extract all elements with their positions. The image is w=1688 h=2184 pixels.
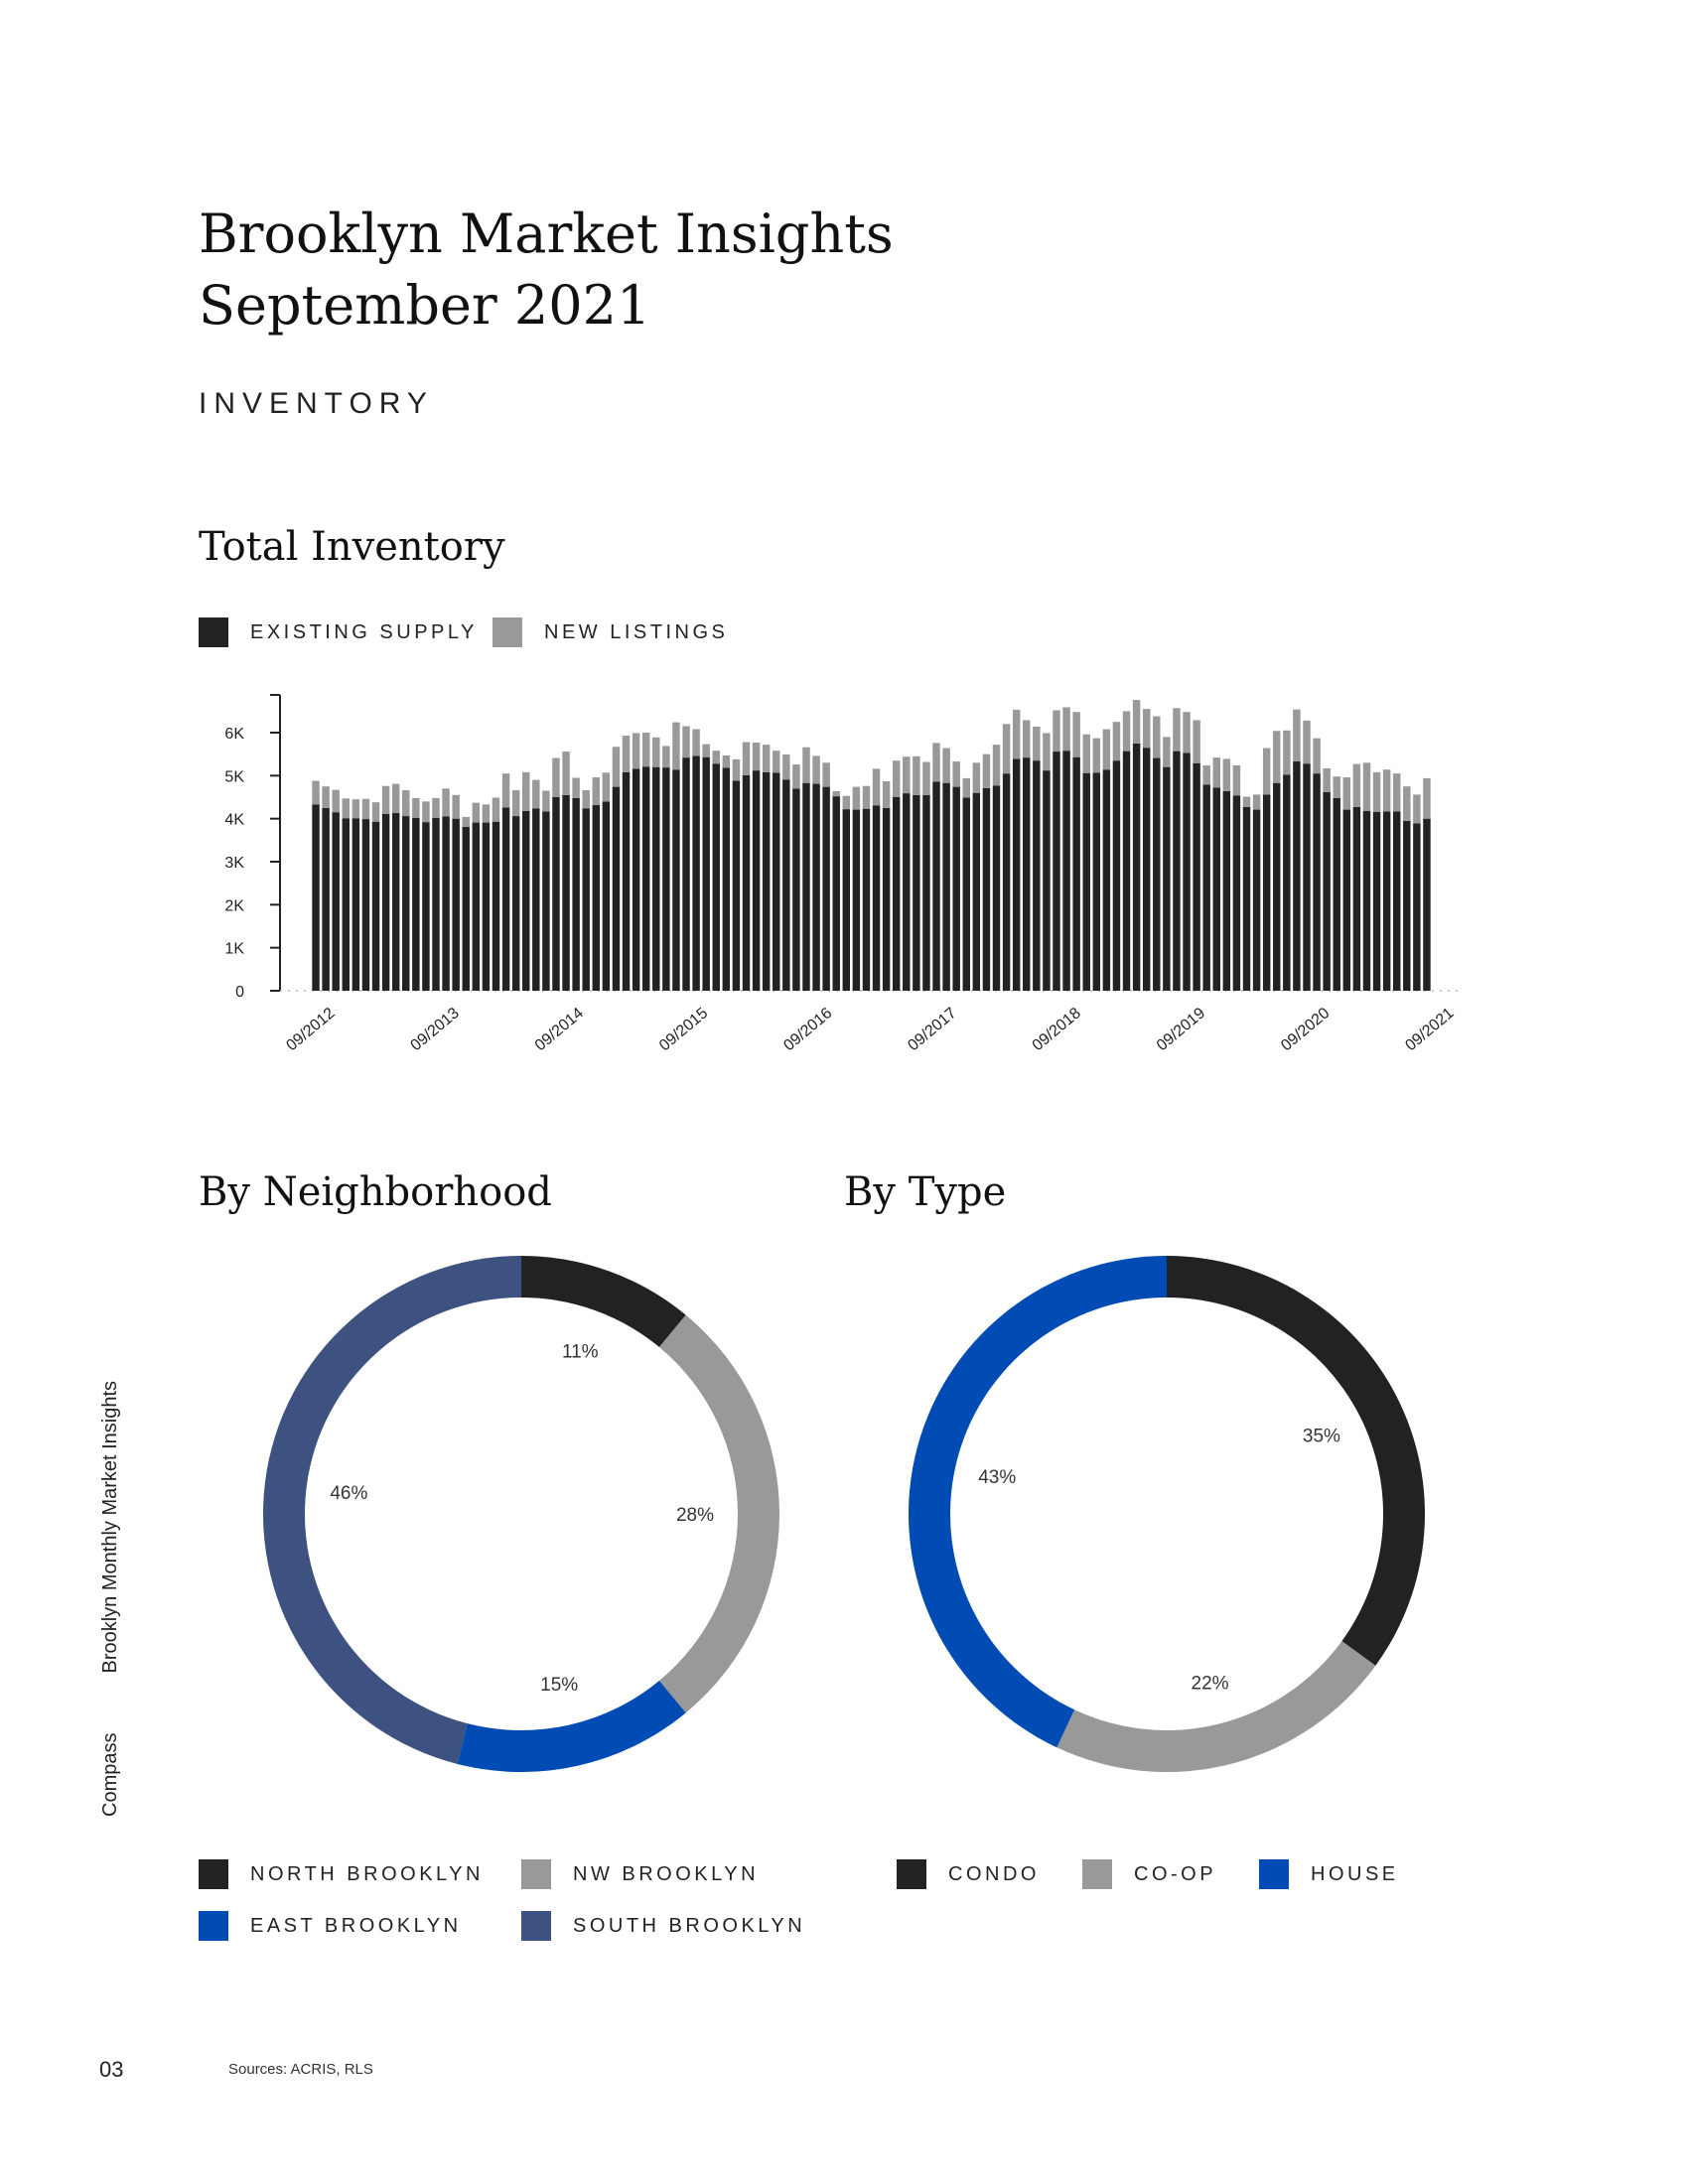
bar-new-listings <box>913 756 919 795</box>
bar-new-listings <box>1023 720 1030 757</box>
bar-new-listings <box>763 745 770 772</box>
bar-existing-supply <box>1403 821 1410 991</box>
x-tick-label: 09/2020 <box>1278 1005 1334 1055</box>
y-tick-label: 6K <box>224 726 244 743</box>
bar-new-listings <box>993 745 1000 785</box>
bar-new-listings <box>1393 773 1400 811</box>
bar-existing-supply <box>853 810 860 991</box>
side-caption <box>99 1380 122 1817</box>
bar-existing-supply <box>422 822 429 991</box>
x-tick-label: 09/2013 <box>407 1005 463 1055</box>
bar-existing-supply <box>1113 760 1120 991</box>
bar-existing-supply <box>932 781 939 991</box>
y-tick-label: 0 <box>235 984 244 1001</box>
bar-existing-supply <box>662 767 669 991</box>
bar-new-listings <box>442 788 449 816</box>
bar-new-listings <box>483 804 490 822</box>
bar-existing-supply <box>1033 760 1040 991</box>
bar-existing-supply <box>743 775 750 991</box>
bar-new-listings <box>1223 758 1230 791</box>
bar-existing-supply <box>1003 773 1010 991</box>
bar-new-listings <box>843 796 850 809</box>
bar-new-listings <box>702 745 709 757</box>
bar-new-listings <box>1233 765 1240 795</box>
bar-new-listings <box>332 790 339 813</box>
bar-new-listings <box>1303 721 1310 763</box>
bar-existing-supply <box>1303 763 1310 991</box>
bar-new-listings <box>1334 776 1340 798</box>
bar-new-listings <box>883 781 890 808</box>
by-type-title: By Type <box>844 1169 1007 1215</box>
bar-existing-supply <box>883 808 890 991</box>
bar-existing-supply <box>1143 748 1150 991</box>
total-inventory-title: Total Inventory <box>199 524 505 570</box>
bar-existing-supply <box>1313 773 1320 991</box>
bar-new-listings <box>1183 712 1190 752</box>
legend-label-house: HOUSE <box>1311 1862 1399 1885</box>
legend-coop <box>1082 1859 1216 1889</box>
bar-new-listings <box>1293 710 1300 761</box>
bar-new-listings <box>593 777 600 805</box>
bar-new-listings <box>652 738 659 767</box>
bar-existing-supply <box>432 818 439 991</box>
legend-label-nw: NW BROOKLYN <box>573 1862 760 1885</box>
bar-new-listings <box>1053 710 1059 751</box>
bar-existing-supply <box>903 793 910 991</box>
bar-new-listings <box>1202 765 1209 785</box>
title-line-1: Brooklyn Market Insights <box>199 203 894 265</box>
legend-swatch-coop <box>1082 1859 1112 1889</box>
bar-existing-supply <box>952 787 959 991</box>
y-tick-label: 5K <box>224 768 244 786</box>
donut-slice-label: 22% <box>1191 1673 1229 1695</box>
bar-existing-supply <box>973 793 980 991</box>
bar-new-listings <box>753 743 760 770</box>
bar-new-listings <box>1082 735 1089 773</box>
bar-existing-supply <box>1173 751 1180 991</box>
bar-existing-supply <box>1043 770 1050 991</box>
bar-new-listings <box>1283 731 1290 775</box>
bar-new-listings <box>432 798 439 818</box>
bar-existing-supply <box>473 823 480 991</box>
donut-slice <box>909 1256 1167 1747</box>
title-line-2: September 2021 <box>199 274 651 337</box>
bar-new-listings <box>792 764 799 788</box>
bar-new-listings <box>983 754 990 788</box>
bar-new-listings <box>362 799 369 819</box>
bar-existing-supply <box>1263 794 1270 991</box>
donut-slice <box>1056 1641 1375 1772</box>
bar-new-listings <box>352 799 359 818</box>
bar-new-listings <box>832 791 839 796</box>
legend-swatch-nw <box>521 1859 551 1889</box>
bar-existing-supply <box>343 818 350 991</box>
bar-new-listings <box>1043 733 1050 770</box>
bar-existing-supply <box>1213 787 1220 991</box>
x-tick-label: 09/2017 <box>905 1005 960 1055</box>
legend-swatch-east <box>199 1911 228 1941</box>
bar-new-listings <box>1013 710 1020 758</box>
bar-new-listings <box>552 758 559 797</box>
legend-swatch-condo <box>897 1859 926 1889</box>
bar-new-listings <box>1133 700 1140 744</box>
bar-new-listings <box>402 790 409 816</box>
bar-new-listings <box>542 791 549 812</box>
bar-new-listings <box>603 772 610 801</box>
bar-new-listings <box>713 751 720 763</box>
bar-new-listings <box>1413 794 1420 823</box>
legend-north-brooklyn <box>199 1859 484 1889</box>
donut-slice-label: 43% <box>978 1466 1017 1488</box>
bar-existing-supply <box>1082 773 1089 991</box>
bar-new-listings <box>1193 720 1199 762</box>
bar-existing-supply <box>1423 819 1430 991</box>
bar-existing-supply <box>1123 751 1130 991</box>
bar-new-listings <box>733 759 740 781</box>
bar-new-listings <box>512 790 519 816</box>
bar-existing-supply <box>802 783 809 991</box>
bar-existing-supply <box>1393 811 1400 991</box>
bar-new-listings <box>812 755 819 783</box>
bar-existing-supply <box>623 772 630 991</box>
bar-existing-supply <box>1193 763 1199 991</box>
bar-existing-supply <box>1062 751 1069 991</box>
legend-label-coop: CO-OP <box>1134 1862 1217 1885</box>
bar-existing-supply <box>672 769 679 991</box>
bar-new-listings <box>1263 749 1270 795</box>
bar-new-listings <box>1173 708 1180 751</box>
bar-new-listings <box>1163 737 1170 766</box>
bar-new-listings <box>343 798 350 818</box>
bar-new-listings <box>1033 727 1040 760</box>
bar-new-listings <box>932 743 939 781</box>
bar-new-listings <box>502 773 509 807</box>
bar-new-listings <box>1313 739 1320 774</box>
bar-new-listings <box>1093 739 1100 773</box>
bar-new-listings <box>672 723 679 770</box>
bar-new-listings <box>1113 722 1120 760</box>
bar-existing-supply <box>1072 757 1079 991</box>
side-brand: Compass <box>99 1732 121 1817</box>
bar-new-listings <box>1153 717 1160 758</box>
bar-existing-supply <box>893 797 900 991</box>
bar-new-listings <box>522 772 529 811</box>
legend-label-south: SOUTH BROOKLYN <box>573 1914 806 1937</box>
bar-existing-supply <box>713 763 720 991</box>
bar-existing-supply <box>1334 798 1340 991</box>
type-donut-chart <box>909 1256 1425 1772</box>
bar-existing-supply <box>1233 795 1240 991</box>
bar-existing-supply <box>1013 758 1020 991</box>
bar-existing-supply <box>352 818 359 991</box>
legend-label-north: NORTH BROOKLYN <box>250 1862 484 1885</box>
bar-new-listings <box>1253 794 1260 809</box>
bar-existing-supply <box>922 795 929 991</box>
bar-new-listings <box>942 749 949 783</box>
bar-new-listings <box>582 790 589 808</box>
x-tick-label: 09/2019 <box>1153 1005 1209 1055</box>
bar-existing-supply <box>652 767 659 991</box>
legend-swatch-north <box>199 1859 228 1889</box>
bar-existing-supply <box>1343 810 1350 991</box>
bar-new-listings <box>822 762 829 786</box>
bar-new-listings <box>473 803 480 823</box>
donut-slice-label: 35% <box>1302 1426 1340 1447</box>
bar-existing-supply <box>1373 812 1380 991</box>
bar-existing-supply <box>1103 769 1110 991</box>
bar-existing-supply <box>1283 774 1290 991</box>
bar-existing-supply <box>492 822 499 991</box>
bar-new-listings <box>782 754 789 779</box>
neighborhood-donut-chart <box>263 1256 779 1772</box>
bar-existing-supply <box>963 797 970 991</box>
bar-existing-supply <box>942 783 949 991</box>
bar-existing-supply <box>452 819 459 991</box>
bar-existing-supply <box>863 809 870 991</box>
bar-new-listings <box>743 743 750 775</box>
bar-existing-supply <box>552 797 559 991</box>
bar-existing-supply <box>372 822 379 991</box>
x-tick-label: 09/2012 <box>283 1005 339 1055</box>
bar-new-listings <box>1323 768 1330 792</box>
bar-existing-supply <box>1323 792 1330 991</box>
bar-new-listings <box>853 787 860 810</box>
bar-existing-supply <box>642 766 649 991</box>
bar-new-listings <box>1062 707 1069 751</box>
bar-existing-supply <box>1273 783 1280 991</box>
bar-new-listings <box>802 748 809 783</box>
bar-existing-supply <box>442 817 449 992</box>
bar-new-listings <box>572 778 579 798</box>
bar-new-listings <box>623 736 630 772</box>
donut-slice-label: 28% <box>675 1505 715 1526</box>
bar-existing-supply <box>843 809 850 991</box>
section-heading: INVENTORY <box>199 387 434 420</box>
bar-new-listings <box>903 756 910 793</box>
legend-nw-brooklyn <box>521 1859 759 1889</box>
legend-label-condo: CONDO <box>948 1862 1040 1885</box>
bar-existing-supply <box>1183 752 1190 991</box>
legend-label-new: NEW LISTINGS <box>544 620 729 643</box>
bar-new-listings <box>1403 786 1410 821</box>
bar-new-listings <box>1143 709 1150 748</box>
legend-swatch-house <box>1259 1859 1289 1889</box>
bar-new-listings <box>492 797 499 821</box>
bar-existing-supply <box>1353 807 1360 991</box>
bar-new-listings <box>463 817 470 827</box>
by-neighborhood-title: By Neighborhood <box>199 1169 552 1215</box>
donut-slice-label: 15% <box>540 1674 579 1696</box>
bar-new-listings <box>963 778 970 798</box>
bar-existing-supply <box>613 787 620 991</box>
x-tick-label: 09/2014 <box>531 1005 588 1055</box>
page-number: 03 <box>99 2057 124 2082</box>
bar-new-listings <box>1383 769 1390 811</box>
bar-existing-supply <box>1202 784 1209 991</box>
bar-existing-supply <box>1223 791 1230 991</box>
bar-existing-supply <box>1253 810 1260 991</box>
side-publication: Brooklyn Monthly Market Insights <box>99 1380 121 1674</box>
donut-slice <box>263 1256 521 1764</box>
bar-new-listings <box>1123 711 1130 751</box>
bar-existing-supply <box>1093 772 1100 991</box>
bar-existing-supply <box>542 811 549 991</box>
bar-existing-supply <box>603 801 610 991</box>
x-tick-label: 09/2016 <box>780 1005 836 1055</box>
bar-new-listings <box>382 786 389 814</box>
x-tick-label: 09/2018 <box>1029 1005 1084 1055</box>
bar-existing-supply <box>483 823 490 991</box>
legend-south-brooklyn <box>521 1911 805 1941</box>
bar-new-listings <box>662 746 669 767</box>
bar-existing-supply <box>983 788 990 991</box>
bar-new-listings <box>372 802 379 822</box>
bar-new-listings <box>562 751 569 795</box>
bar-existing-supply <box>412 818 419 991</box>
bar-new-listings <box>322 786 329 808</box>
bar-new-listings <box>682 727 689 758</box>
bar-existing-supply <box>1163 767 1170 991</box>
bar-existing-supply <box>723 768 730 991</box>
bar-existing-supply <box>572 798 579 991</box>
bar-new-listings <box>863 786 870 809</box>
bar-new-listings <box>1423 778 1430 819</box>
bar-existing-supply <box>332 812 339 991</box>
bar-new-listings <box>973 762 980 792</box>
bar-existing-supply <box>1023 757 1030 991</box>
bar-new-listings <box>1003 724 1010 773</box>
bar-existing-supply <box>1363 811 1370 991</box>
bar-new-listings <box>1353 764 1360 807</box>
bar-new-listings <box>452 795 459 819</box>
bar-existing-supply <box>1383 811 1390 991</box>
bar-existing-supply <box>562 795 569 991</box>
legend-swatch-south <box>521 1911 551 1941</box>
bar-existing-supply <box>773 772 779 991</box>
bar-existing-supply <box>392 813 399 991</box>
bar-existing-supply <box>312 804 319 991</box>
bar-existing-supply <box>1243 807 1250 991</box>
bar-existing-supply <box>633 768 639 991</box>
bar-new-listings <box>412 798 419 818</box>
bar-new-listings <box>392 784 399 813</box>
bar-existing-supply <box>873 805 880 991</box>
y-tick-label: 1K <box>224 940 244 958</box>
bar-existing-supply <box>593 805 600 991</box>
bar-existing-supply <box>463 827 470 991</box>
bar-existing-supply <box>782 779 789 991</box>
donut-slice <box>521 1256 686 1347</box>
x-tick-label: 09/2021 <box>1402 1005 1458 1055</box>
bar-existing-supply <box>753 770 760 991</box>
y-tick-label: 2K <box>224 897 244 915</box>
bar-new-listings <box>873 768 880 805</box>
bar-new-listings <box>532 780 539 809</box>
bar-existing-supply <box>913 795 919 991</box>
bar-existing-supply <box>832 796 839 991</box>
bar-existing-supply <box>322 808 329 991</box>
bar-existing-supply <box>512 816 519 991</box>
donut-slice-label: 11% <box>561 1341 599 1363</box>
donut-slice <box>1167 1256 1425 1666</box>
bar-new-listings <box>1213 757 1220 787</box>
bar-existing-supply <box>993 785 1000 991</box>
bar-existing-supply <box>812 784 819 991</box>
bar-new-listings <box>1373 772 1380 812</box>
bar-existing-supply <box>362 819 369 991</box>
bar-existing-supply <box>682 757 689 991</box>
bar-new-listings <box>1243 797 1250 807</box>
bar-new-listings <box>1363 762 1370 811</box>
bar-existing-supply <box>733 781 740 991</box>
legend-label-existing: EXISTING SUPPLY <box>250 620 478 643</box>
bar-new-listings <box>922 761 929 794</box>
bar-existing-supply <box>1053 751 1059 991</box>
bar-existing-supply <box>522 811 529 991</box>
bar-existing-supply <box>1413 823 1420 991</box>
bar-new-listings <box>1273 731 1280 782</box>
bar-new-listings <box>1343 777 1350 810</box>
bar-new-listings <box>633 733 639 768</box>
bar-new-listings <box>952 761 959 787</box>
bar-existing-supply <box>763 772 770 991</box>
x-tick-label: 09/2015 <box>655 1005 712 1055</box>
bar-existing-supply <box>822 787 829 991</box>
y-tick-label: 3K <box>224 855 244 872</box>
bar-new-listings <box>422 801 429 822</box>
bar-existing-supply <box>692 755 699 991</box>
bar-new-listings <box>723 755 730 768</box>
bar-new-listings <box>893 760 900 797</box>
bar-new-listings <box>692 730 699 756</box>
sources-note: Sources: ACRIS, RLS <box>228 2061 373 2078</box>
bar-existing-supply <box>1293 761 1300 991</box>
bar-new-listings <box>312 781 319 805</box>
bar-existing-supply <box>502 807 509 991</box>
bar-existing-supply <box>792 788 799 991</box>
bar-new-listings <box>642 733 649 766</box>
bar-existing-supply <box>402 816 409 991</box>
bar-existing-supply <box>532 808 539 991</box>
y-tick-label: 4K <box>224 811 244 829</box>
bar-new-listings <box>1072 712 1079 757</box>
bar-existing-supply <box>582 808 589 991</box>
bar-new-listings <box>773 751 779 772</box>
bar-existing-supply <box>1153 758 1160 991</box>
legend-label-east: EAST BROOKLYN <box>250 1914 462 1937</box>
bar-new-listings <box>1103 730 1110 770</box>
donut-slice-label: 46% <box>330 1483 368 1505</box>
bar-existing-supply <box>702 757 709 991</box>
legend-house <box>1259 1859 1399 1889</box>
bar-existing-supply <box>1133 744 1140 991</box>
legend-east-brooklyn <box>199 1911 462 1941</box>
bar-new-listings <box>613 747 620 786</box>
legend-condo <box>897 1859 1040 1889</box>
bar-existing-supply <box>382 814 389 991</box>
